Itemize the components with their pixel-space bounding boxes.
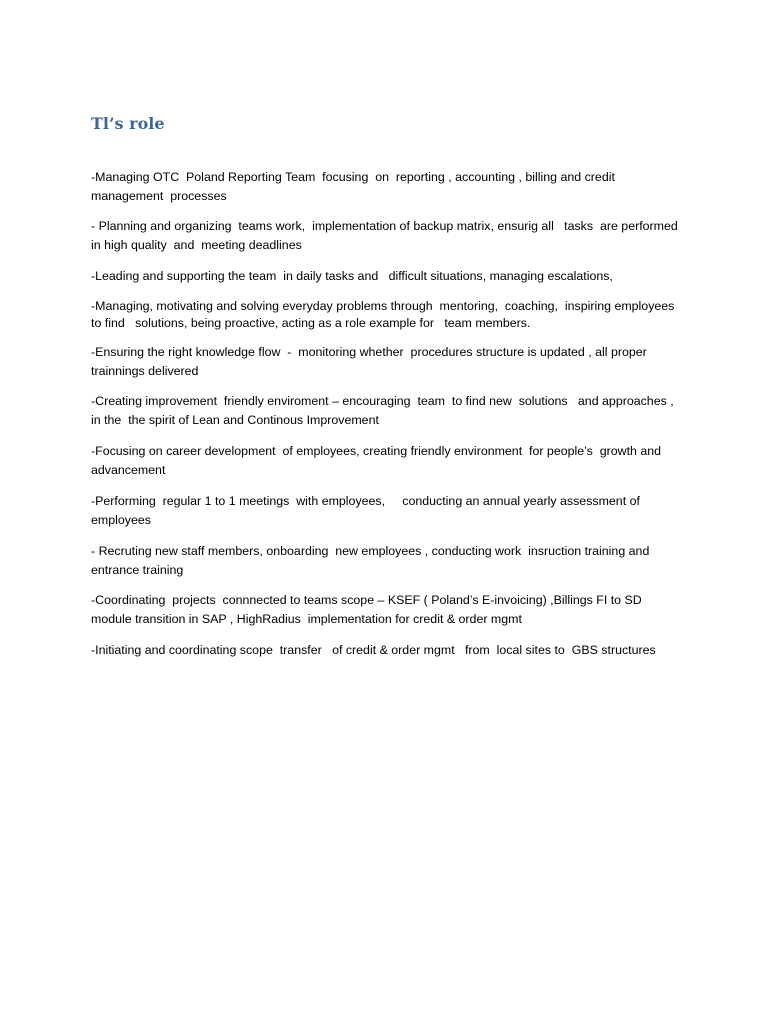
bullet-paragraph: -Creating improvement friendly enviroment – encouraging team to find new solutions and approaches , in the the spirit of Lean and Continous Improvement <box>91 394 678 427</box>
bullet-paragraph: - Recruting new staff members, onboarding new employees , conducting work insruction training and entrance training <box>91 544 657 577</box>
bullet-paragraph: -Performing regular 1 to 1 meetings with employees, conducting an annual yearly assessment of employees <box>91 494 644 527</box>
bullet-paragraph: -Initiating and coordinating scope transfer of credit & order mgmt from local sites to GBS structures <box>91 643 656 657</box>
bullet-paragraph: -Ensuring the right knowledge flow - monitoring whether procedures structure is updated , all proper trainnings delivered <box>91 345 654 378</box>
bullet-paragraph: -Managing, motivating and solving everyday problems through mentoring, coaching, inspiring employees to find solutions, being proactive, acting as a role example for team members. <box>91 299 678 330</box>
bullet-paragraph: -Coordinating projects connnected to teams scope – KSEF ( Poland’s E-invoicing) ,Billings FI to SD module transition in SAP , HighRadius implementation for credit & order mgmt <box>91 593 646 626</box>
bullet-paragraph: -Managing OTC Poland Reporting Team focusing on reporting , accounting , billing and credit management processes <box>91 170 619 203</box>
bullet-paragraph: -Leading and supporting the team in daily tasks and difficult situations, managing escalations, <box>91 269 613 283</box>
bullet-paragraph: - Planning and organizing teams work, implementation of backup matrix, ensurig all tasks are performed in high quality and meeting deadlines <box>91 219 682 252</box>
bullet-paragraph: -Focusing on career development of employees, creating friendly environment for people’s growth and advancement <box>91 444 665 477</box>
section-heading: Tl’s role <box>91 114 165 133</box>
